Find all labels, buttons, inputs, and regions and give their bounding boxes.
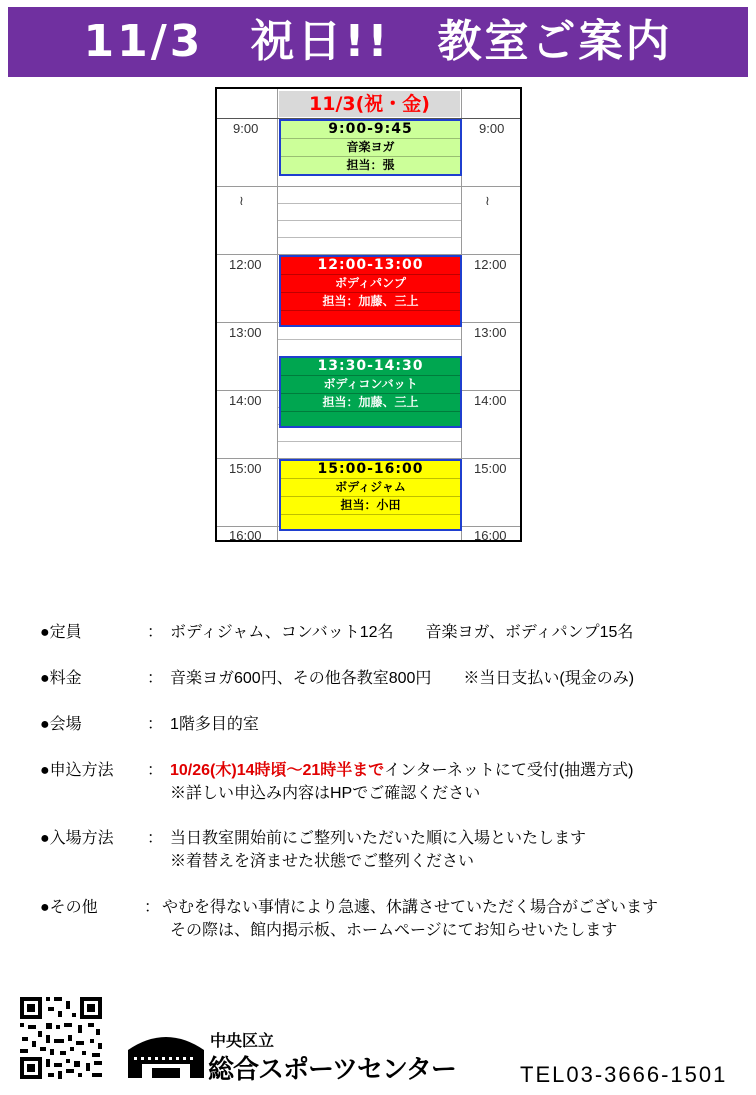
- time-label-right: 13:00: [474, 325, 507, 340]
- class-instructor: 担当：加藤、三上: [281, 394, 460, 412]
- info-note: ※詳しい申込み内容はHPでご確認ください: [170, 785, 481, 802]
- time-label-left: 9:00: [233, 121, 259, 136]
- time-label-right: 14:00: [474, 393, 507, 408]
- time-label-left: 12:00: [229, 257, 262, 272]
- class-block-body-combat: [279, 356, 462, 428]
- org-prefix: 中央区立: [210, 1031, 275, 1050]
- info-colon: ：: [147, 670, 164, 687]
- info-colon: ：: [147, 624, 164, 641]
- info-colon: ：: [144, 899, 161, 916]
- time-label-left: 13:00: [229, 325, 262, 340]
- info-colon: ：: [147, 830, 164, 847]
- class-block-music-yoga: [279, 119, 462, 176]
- info-value: ボディジャム、コンバット12名 音楽ヨガ、ボディパンプ15名: [170, 624, 634, 641]
- info-note: その際は、館内掲示板、ホームページにてお知らせいたします: [170, 922, 618, 939]
- time-label-right: 15:00: [474, 461, 507, 476]
- time-label-left: ≀: [239, 193, 244, 208]
- sports-center-logo: [126, 1030, 206, 1080]
- class-time: 12:00-13:00: [281, 257, 460, 275]
- class-time: 9:00-9:45: [281, 121, 460, 139]
- class-time: 15:00-16:00: [281, 461, 460, 479]
- org-name: 総合スポーツセンター: [208, 1055, 456, 1085]
- apply-period: 10/26(木)14時頃～21時半まで: [170, 762, 385, 779]
- info-key: ●その他: [40, 899, 98, 916]
- info-note: ※着替えを済ませた状態でご整列ください: [170, 853, 475, 870]
- time-label-left: 14:00: [229, 393, 262, 408]
- class-block-body-pump: [279, 255, 462, 327]
- info-key: ●定員: [40, 624, 82, 641]
- schedule-table: [215, 87, 522, 542]
- class-instructor: 担当：張: [346, 158, 395, 172]
- class-instructor: 担当：加藤、三上: [281, 293, 460, 311]
- info-key: ●料金: [40, 670, 82, 687]
- class-name: ボディジャム: [281, 479, 460, 497]
- time-label-right: 16:00: [474, 528, 507, 543]
- class-block-body-jam: [279, 459, 462, 531]
- page-title: 11/3 祝日!! 教室ご案内: [8, 7, 748, 77]
- info-value: やむを得ない事情により急遽、休講させていただく場合がございます: [162, 899, 659, 916]
- apply-method: インターネットにて受付(抽選方式): [384, 762, 634, 779]
- time-label-right: ≀: [485, 193, 490, 208]
- info-value: 1階多目的室: [170, 716, 259, 733]
- class-name: ボディコンバット: [281, 376, 460, 394]
- info-value: 当日教室開始前にご整列いただいた順に入場といたします: [170, 830, 587, 847]
- class-time: 13:30-14:30: [281, 358, 460, 376]
- time-label-left: 16:00: [229, 528, 262, 543]
- class-instructor: 担当：小田: [281, 497, 460, 515]
- class-name: ボディパンプ: [281, 275, 460, 293]
- time-label-right: 12:00: [474, 257, 507, 272]
- time-label-right: 9:00: [479, 121, 505, 136]
- info-value: [170, 757, 634, 780]
- info-key: ●会場: [40, 716, 82, 733]
- info-key: ●申込方法: [40, 762, 114, 779]
- info-colon: ：: [147, 762, 164, 779]
- date-header: 11/3(祝・金): [279, 91, 460, 117]
- phone-number: TEL03-3666-1501: [520, 1062, 728, 1087]
- info-colon: ：: [147, 716, 164, 733]
- time-label-left: 15:00: [229, 461, 262, 476]
- class-name: 音楽ヨガ: [281, 139, 460, 157]
- info-key: ●入場方法: [40, 830, 114, 847]
- qr-code-icon[interactable]: [18, 995, 104, 1081]
- info-value: 音楽ヨガ600円、その他各教室800円 ※当日支払い(現金のみ): [170, 670, 635, 687]
